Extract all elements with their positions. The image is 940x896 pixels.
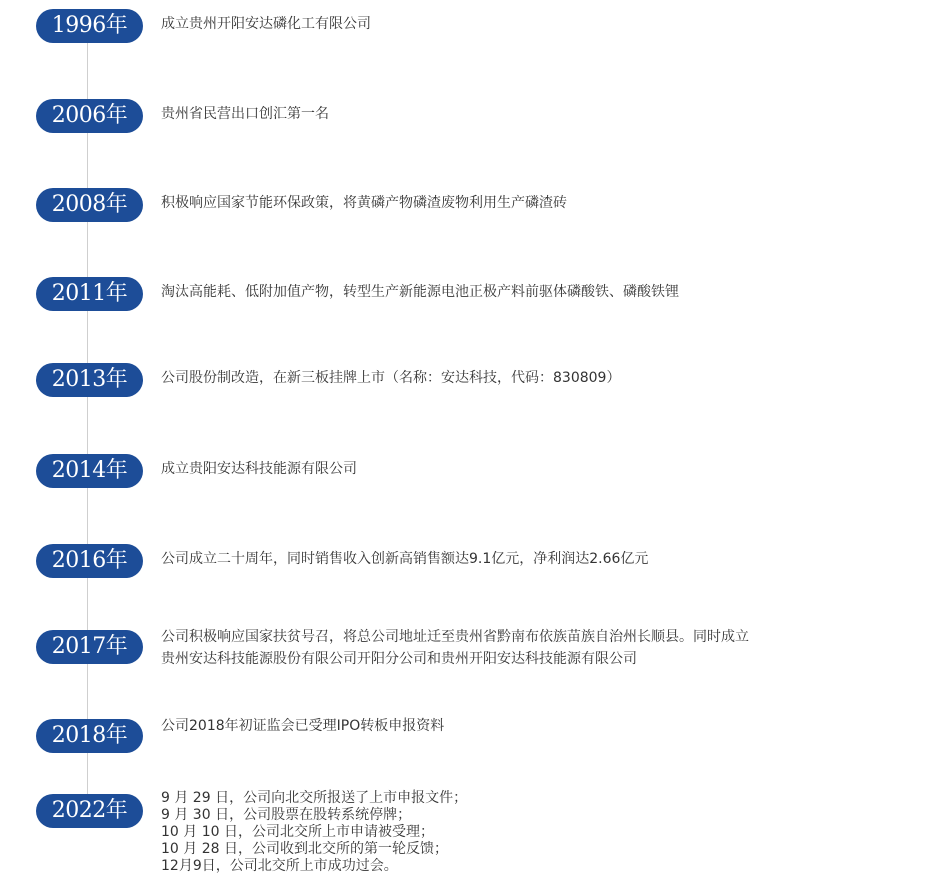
year-badge: 2013年 xyxy=(36,363,143,397)
year-badge: 2022年 xyxy=(36,794,143,828)
year-badge: 2011年 xyxy=(36,277,143,311)
event-description-line: 9 月 30 日，公司股票在股转系统停牌； xyxy=(161,807,412,823)
event-description: 贵州省民营出口创汇第一名 xyxy=(161,106,329,122)
year-badge: 2006年 xyxy=(36,99,143,133)
event-description xyxy=(161,790,861,875)
event-description-line: 10 月 28 日，公司收到北交所的第一轮反馈； xyxy=(161,841,448,857)
event-description-line: 贵州安达科技能源股份有限公司开阳分公司和贵州开阳安达科技能源有限公司 xyxy=(161,651,637,667)
event-description xyxy=(161,626,861,670)
event-description: 淘汰高能耗、低附加值产物，转型生产新能源电池正极产料前驱体磷酸铁、磷酸铁锂 xyxy=(161,284,679,300)
event-description: 成立贵州开阳安达磷化工有限公司 xyxy=(161,16,371,32)
year-badge: 2014年 xyxy=(36,454,143,488)
event-description: 积极响应国家节能环保政策，将黄磷产物磷渣废物利用生产磷渣砖 xyxy=(161,195,567,211)
timeline-line xyxy=(87,28,88,816)
year-badge: 2017年 xyxy=(36,630,143,664)
event-description-line: 12月9日，公司北交所上市成功过会。 xyxy=(161,858,398,874)
event-description: 成立贵阳安达科技能源有限公司 xyxy=(161,461,357,477)
year-badge: 1996年 xyxy=(36,9,143,43)
event-description: 公司股份制改造，在新三板挂牌上市（名称：安达科技，代码：830809） xyxy=(161,370,621,386)
event-description-line: 公司积极响应国家扶贫号召，将总公司地址迁至贵州省黔南布依族苗族自治州长顺县。同时成立 xyxy=(161,629,749,645)
year-badge: 2016年 xyxy=(36,544,143,578)
year-badge: 2018年 xyxy=(36,719,143,753)
event-description-line: 9 月 29 日，公司向北交所报送了上市申报文件； xyxy=(161,790,468,806)
event-description: 公司2018年初证监会已受理IPO转板申报资料 xyxy=(161,718,445,734)
event-description-line: 10 月 10 日，公司北交所上市申请被受理； xyxy=(161,824,434,840)
event-description: 公司成立二十周年，同时销售收入创新高销售额达9.1亿元，净利润达2.66亿元 xyxy=(161,551,649,567)
year-badge: 2008年 xyxy=(36,188,143,222)
